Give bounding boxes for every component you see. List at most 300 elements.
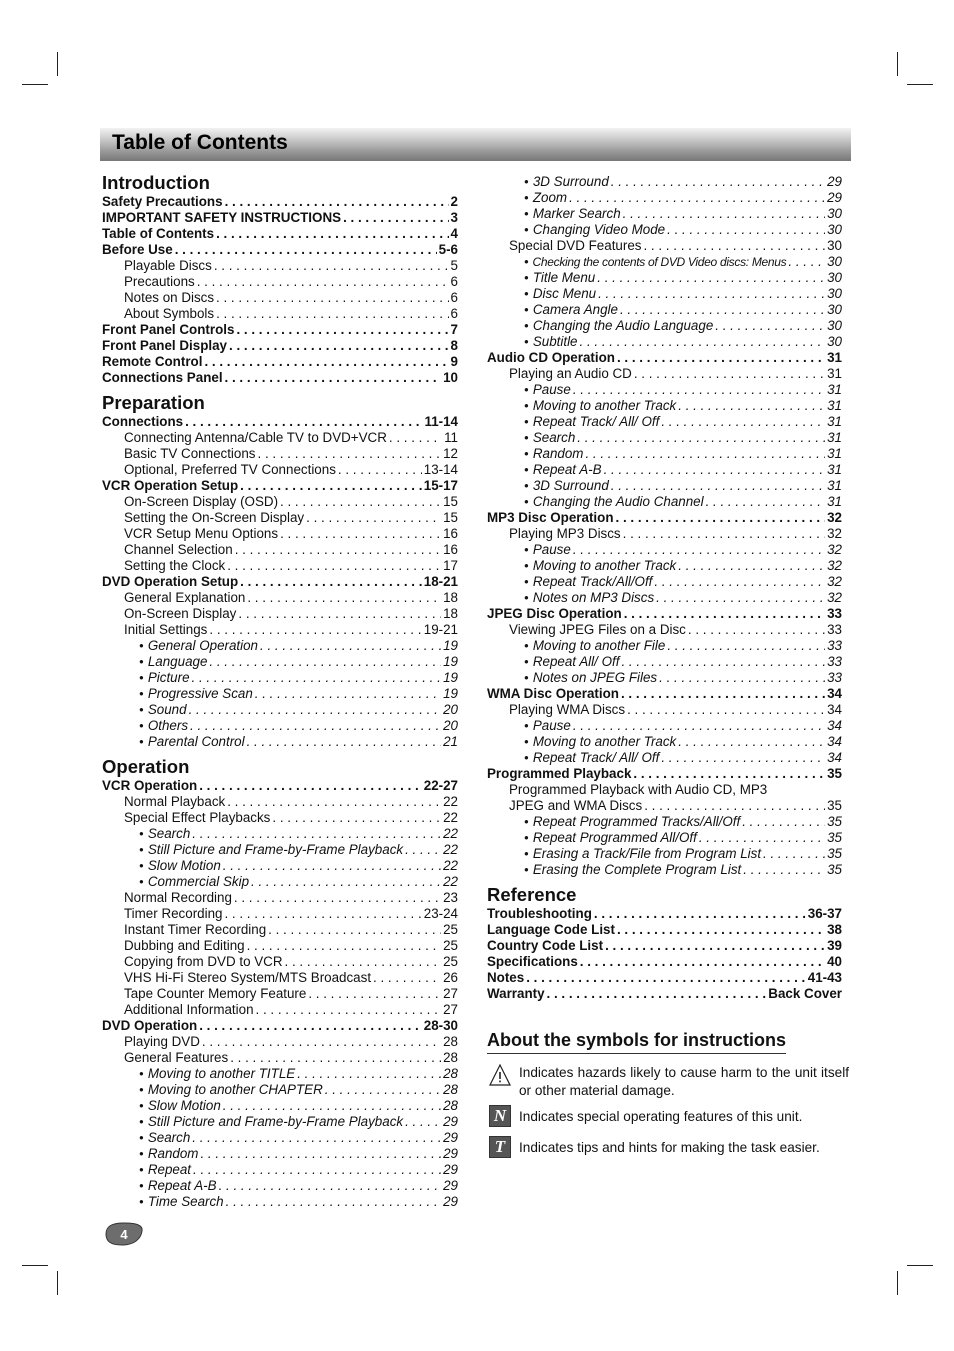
toc-entry-title: Language Code List: [487, 922, 615, 937]
dot-leader: [743, 862, 825, 878]
toc-entry: [102, 258, 458, 274]
toc-entry: [487, 286, 842, 302]
toc-entry-page: 30: [827, 334, 842, 349]
toc-entry: [102, 702, 458, 718]
toc-entry-page: 19-21: [423, 622, 458, 637]
dot-leader: [389, 430, 442, 446]
dot-leader: [343, 210, 448, 226]
toc-entry-title: ● 3D Surround: [524, 478, 609, 496]
toc-entry-page: 29: [443, 1130, 458, 1145]
dot-leader: [200, 1146, 441, 1162]
toc-entry: [102, 778, 458, 794]
toc-entry: [487, 670, 842, 686]
dot-leader: [192, 826, 441, 842]
toc-entry-page: 33: [827, 622, 842, 637]
toc-entry-page: 32: [827, 510, 842, 525]
toc-entry-page: 23: [443, 890, 458, 905]
toc-entry-title: ● Parental Control: [139, 734, 245, 752]
toc-entry-title: Playable Discs: [124, 258, 212, 273]
toc-entry: [487, 654, 842, 670]
toc-entry-page: 35: [827, 814, 842, 829]
toc-entry: [102, 1162, 458, 1178]
dot-leader: [643, 238, 825, 254]
toc-entry: [487, 526, 842, 542]
dot-leader: [199, 1018, 422, 1034]
toc-entry: [487, 238, 842, 254]
toc-entry-page: 33: [827, 670, 842, 685]
dot-leader: [280, 494, 441, 510]
dot-leader: [225, 194, 449, 210]
toc-entry: [102, 922, 458, 938]
dot-leader: [190, 718, 441, 734]
toc-entry-page: 31: [827, 494, 842, 509]
toc-entry-page: 32: [827, 574, 842, 589]
toc-entry: [102, 322, 458, 338]
toc-entry-page: 38: [827, 922, 842, 937]
toc-entry: [487, 254, 842, 270]
toc-entry-page: 26: [443, 970, 458, 985]
toc-entry-title: Notes on Discs: [124, 290, 215, 305]
toc-entry-title: General Features: [124, 1050, 229, 1065]
dot-leader: [678, 734, 825, 750]
dot-leader: [617, 922, 825, 938]
toc-entry-title: ● Moving to another Track: [524, 398, 676, 416]
warning-triangle-icon: [489, 1064, 511, 1086]
toc-entry-page: 19: [443, 638, 458, 653]
toc-entry: [487, 734, 842, 750]
toc-entry-title: Connections: [102, 414, 184, 429]
toc-entry-title: Country Code List: [487, 938, 604, 953]
toc-entry: [102, 414, 458, 430]
dot-leader: [230, 1050, 441, 1066]
toc-entry: [102, 718, 458, 734]
toc-entry-title: Basic TV Connections: [124, 446, 256, 461]
toc-entry-title: ● Search: [139, 1130, 190, 1148]
toc-entry-title: Warranty: [487, 986, 545, 1001]
toc-entry-page: 35: [827, 846, 842, 861]
section-heading: Introduction: [102, 172, 210, 193]
toc-entry-page: 27: [443, 986, 458, 1001]
toc-entry: [487, 922, 842, 938]
toc-entry-page: 28: [443, 1066, 458, 1081]
toc-entry: [102, 226, 458, 242]
toc-entry: [487, 478, 842, 494]
toc-entry-page: 30: [827, 302, 842, 317]
toc-entry-page: 33: [827, 638, 842, 653]
toc-entry-title: Precautions: [124, 274, 195, 289]
toc-entry: [102, 274, 458, 290]
toc-entry-title: ● Still Picture and Frame-by-Frame Playback: [139, 1114, 403, 1132]
toc-entry-title: VCR Operation: [102, 778, 198, 793]
page-badge-shape: [104, 1222, 144, 1246]
toc-entry: [487, 350, 842, 366]
dot-leader: [297, 1066, 441, 1082]
toc-entry-title: ● Moving to another File: [524, 638, 665, 656]
dot-leader: [280, 526, 441, 542]
toc-entry-page: 10: [443, 370, 458, 385]
toc-entry: [102, 1066, 458, 1082]
toc-entry-page: 3: [450, 210, 458, 225]
dot-leader: [656, 590, 825, 606]
toc-entry-title: Playing an Audio CD: [509, 366, 632, 381]
toc-entry-page: 34: [827, 686, 842, 701]
toc-entry: [487, 938, 842, 954]
dot-leader: [597, 270, 825, 286]
toc-entry-title: Troubleshooting: [487, 906, 592, 921]
dot-leader: [678, 398, 825, 414]
toc-entry: [102, 370, 458, 386]
toc-entry-page: 31: [827, 350, 842, 365]
toc-entry: [102, 670, 458, 686]
toc-entry-page: 32: [827, 542, 842, 557]
toc-entry-title: ● Erasing a Track/File from Program List: [524, 846, 761, 864]
section-heading: Reference: [487, 884, 577, 905]
toc-entry-page: 15: [443, 510, 458, 525]
toc-entry: [487, 606, 842, 622]
toc-entry-title: ● Subtitle: [524, 334, 578, 352]
toc-entry-title: ● Repeat Programmed All/Off: [524, 830, 697, 848]
dot-leader: [573, 542, 825, 558]
dot-leader: [209, 654, 441, 670]
toc-entry-title: Playing MP3 Discs: [509, 526, 621, 541]
toc-entry-page: 20: [443, 718, 458, 733]
toc-entry: [102, 970, 458, 986]
dot-leader: [235, 542, 441, 558]
symbol-row-note: [489, 1105, 849, 1127]
dot-leader: [240, 478, 422, 494]
dot-leader: [667, 638, 825, 654]
toc-entry-title: ● General Operation: [139, 638, 258, 656]
dot-leader: [547, 986, 767, 1002]
dot-leader: [620, 302, 825, 318]
dot-leader: [238, 606, 441, 622]
toc-entry-title: Before Use: [102, 242, 173, 257]
toc-entry-page: 29: [443, 1114, 458, 1129]
dot-leader: [585, 446, 825, 462]
toc-entry-page: 31: [827, 478, 842, 493]
dot-leader: [308, 986, 441, 1002]
toc-entry-page: 25: [443, 954, 458, 969]
toc-entry-title: ● Sound: [139, 702, 187, 720]
toc-entry: [487, 862, 842, 878]
toc-entry-page: 29: [443, 1194, 458, 1209]
dot-leader: [715, 318, 825, 334]
toc-entry-title: ● Repeat Programmed Tracks/All/Off: [524, 814, 740, 832]
toc-entry: [102, 194, 458, 210]
toc-entry-page: 23-24: [423, 906, 458, 921]
dot-leader: [580, 954, 825, 970]
toc-entry-title: ● Repeat: [139, 1162, 191, 1180]
toc-entry-title: On-Screen Display (OSD): [124, 494, 279, 509]
toc-entry-page: 19: [443, 670, 458, 685]
dot-leader: [223, 1098, 441, 1114]
dot-leader: [224, 906, 421, 922]
dot-leader: [189, 702, 442, 718]
toc-entry-title: ● Erasing the Complete Program List: [524, 862, 741, 880]
dot-leader: [234, 890, 441, 906]
toc-entry-page: 15: [443, 494, 458, 509]
toc-entry-title: ● Changing Video Mode: [524, 222, 665, 240]
toc-entry-title: ● Language: [139, 654, 207, 672]
toc-entry-title: Playing WMA Discs: [509, 702, 626, 717]
symbols-heading: About the symbols for instructions: [487, 1030, 786, 1054]
toc-entry-title: Programmed Playback: [487, 766, 632, 781]
toc-entry-page: 16: [443, 526, 458, 541]
toc-entry-title: Connecting Antenna/Cable TV to DVD+VCR: [124, 430, 387, 445]
toc-entry-title: ● Time Search: [139, 1194, 224, 1212]
toc-entry-title: ● Camera Angle: [524, 302, 618, 320]
toc-entry-title: Tape Counter Memory Feature: [124, 986, 307, 1001]
toc-entry-title: Table of Contents: [102, 226, 215, 241]
toc-entry-title: Front Panel Controls: [102, 322, 235, 337]
toc-entry-title: Setting the On-Screen Display: [124, 510, 305, 525]
toc-entry: [487, 318, 842, 334]
toc-entry-page: 29: [443, 1162, 458, 1177]
toc-entry: [102, 1098, 458, 1114]
dot-leader: [621, 654, 825, 670]
toc-entry-page: 6: [450, 274, 458, 289]
toc-entry-title: ● Picture: [139, 670, 190, 688]
toc-entry: [102, 210, 458, 226]
toc-entry-page: 19: [443, 686, 458, 701]
toc-entry-title: Viewing JPEG Files on a Disc: [509, 622, 686, 637]
toc-entry: [102, 1114, 458, 1130]
dot-leader: [644, 798, 825, 814]
dot-leader: [256, 1002, 442, 1018]
dot-leader: [667, 222, 825, 238]
toc-entry-title: ● Random: [524, 446, 583, 464]
toc-entry-page: 28: [443, 1050, 458, 1065]
dot-leader: [654, 574, 825, 590]
toc-entry: [487, 174, 842, 190]
toc-entry: [102, 654, 458, 670]
toc-entry-page: 34: [827, 702, 842, 717]
toc-entry-page: 19: [443, 654, 458, 669]
toc-entry-title: ● Pause: [524, 382, 571, 400]
crop-mark: [897, 52, 898, 76]
toc-entry-page: 31: [827, 382, 842, 397]
dot-leader: [247, 590, 441, 606]
tip-icon: T: [489, 1136, 511, 1158]
dot-leader: [634, 366, 825, 382]
toc-entry-page: 35: [827, 766, 842, 781]
dot-leader: [763, 846, 825, 862]
toc-entry-title: Additional Information: [124, 1002, 254, 1017]
toc-entry-page: 35: [827, 830, 842, 845]
toc-entry-page: 30: [827, 318, 842, 333]
toc-entry-title: DVD Operation Setup: [102, 574, 239, 589]
toc-entry-page: 6: [450, 306, 458, 321]
toc-entry-page: 4: [450, 226, 458, 241]
toc-entry-title: ● Slow Motion: [139, 858, 221, 876]
toc-entry-title: WMA Disc Operation: [487, 686, 619, 701]
toc-entry: [487, 366, 842, 382]
toc-entry-page: 30: [827, 270, 842, 285]
toc-entry-page: 6: [450, 290, 458, 305]
toc-entry-page: 2: [450, 194, 458, 209]
dot-leader: [580, 334, 826, 350]
dot-leader: [678, 558, 825, 574]
crop-mark: [22, 84, 48, 85]
crop-mark: [57, 1271, 58, 1295]
dot-leader: [338, 462, 422, 478]
toc-entry-title: Copying from DVD to VCR: [124, 954, 283, 969]
dot-leader: [617, 350, 825, 366]
dot-leader: [616, 510, 826, 526]
dot-leader: [247, 938, 441, 954]
dot-leader: [204, 354, 448, 370]
dot-leader: [175, 242, 437, 258]
toc-entry-title: ● Changing the Audio Channel: [524, 494, 704, 512]
note-icon: N: [489, 1105, 511, 1127]
toc-entry: [102, 842, 458, 858]
toc-entry-page: 39: [827, 938, 842, 953]
toc-column-right: [487, 174, 842, 1002]
toc-entry: [102, 338, 458, 354]
toc-entry-title: ● Disc Menu: [524, 286, 596, 304]
toc-entry-page: 30: [827, 222, 842, 237]
dot-leader: [247, 734, 441, 750]
dot-leader: [216, 306, 448, 322]
toc-entry: [487, 206, 842, 222]
toc-entry-page: 30: [827, 206, 842, 221]
toc-entry: [102, 606, 458, 622]
toc-entry-page: 30: [827, 254, 842, 269]
toc-entry-title: ● Notes on JPEG Files: [524, 670, 657, 688]
toc-entry-page: 32: [827, 590, 842, 605]
toc-entry-page: 32: [827, 526, 842, 541]
dot-leader: [598, 286, 825, 302]
toc-entry-page: 22: [443, 858, 458, 873]
toc-entry-title: DVD Operation: [102, 1018, 198, 1033]
crop-mark: [907, 1265, 933, 1266]
dot-leader: [611, 478, 825, 494]
toc-entry-page: 29: [827, 174, 842, 189]
toc-entry: [102, 1130, 458, 1146]
toc-entry-title: Timer Recording: [124, 906, 223, 921]
crop-mark: [907, 84, 933, 85]
toc-entry-page: 17: [443, 558, 458, 573]
toc-entry: [102, 874, 458, 890]
dot-leader: [192, 670, 442, 686]
toc-entry-page: 34: [827, 734, 842, 749]
toc-entry-title: ● Moving to another CHAPTER: [139, 1082, 323, 1100]
toc-entry-page: 28: [443, 1082, 458, 1097]
toc-entry: [487, 622, 842, 638]
toc-entry-page: 31: [827, 462, 842, 477]
dot-leader: [197, 274, 449, 290]
crop-mark: [57, 52, 58, 76]
dot-leader: [577, 430, 825, 446]
dot-leader: [193, 1162, 441, 1178]
dot-leader: [306, 510, 441, 526]
dot-leader: [594, 906, 806, 922]
toc-entry-title: Normal Playback: [124, 794, 226, 809]
toc-entry: [487, 906, 842, 922]
toc-entry: [102, 734, 458, 750]
page-title: Table of Contents: [112, 131, 288, 154]
toc-entry-title: ● Progressive Scan: [139, 686, 253, 704]
toc-entry: [102, 510, 458, 526]
toc-entry: [487, 558, 842, 574]
toc-entry: [102, 526, 458, 542]
toc-entry-title: ● Moving to another TITLE: [139, 1066, 295, 1084]
toc-entry-title: VHS Hi-Fi Stereo System/MTS Broadcast: [124, 970, 372, 985]
dot-leader: [788, 254, 825, 270]
toc-entry: [102, 430, 458, 446]
toc-entry-page: 13-14: [423, 462, 458, 477]
toc-entry: [487, 718, 842, 734]
dot-leader: [405, 842, 441, 858]
page-number-badge: [104, 1222, 142, 1244]
toc-entry: [102, 906, 458, 922]
toc-entry-title: JPEG Disc Operation: [487, 606, 622, 621]
toc-entry: [102, 462, 458, 478]
toc-entry: [102, 986, 458, 1002]
dot-leader: [251, 874, 441, 890]
toc-entry-title: Channel Selection: [124, 542, 233, 557]
toc-entry-title: ● Repeat Track/ All/ Off: [524, 750, 659, 768]
toc-entry-title: ● Search: [139, 826, 190, 844]
dot-leader: [569, 190, 825, 206]
toc-entry: [487, 590, 842, 606]
toc-entry: [487, 970, 842, 986]
toc-entry-page: 36-37: [807, 906, 842, 921]
toc-entry-title: Special Effect Playbacks: [124, 810, 271, 825]
toc-entry-title: ● Marker Search: [524, 206, 621, 224]
toc-entry-page: 22: [443, 874, 458, 889]
toc-entry-title: ● Title Menu: [524, 270, 595, 288]
symbol-row-tip: [489, 1136, 849, 1158]
toc-entry: [487, 766, 842, 782]
toc-entry-title: Optional, Preferred TV Connections: [124, 462, 336, 477]
toc-entry: [487, 270, 842, 286]
dot-leader: [223, 858, 441, 874]
toc-entry-page: 35: [827, 798, 842, 813]
toc-entry: [102, 1034, 458, 1050]
dot-leader: [706, 494, 826, 510]
toc-entry-page: 5-6: [438, 242, 458, 257]
toc-entry-page: 11-14: [424, 414, 458, 429]
toc-entry-title: ● Notes on MP3 Discs: [524, 590, 654, 608]
toc-entry: [102, 290, 458, 306]
toc-entry-title: ● Repeat A-B: [524, 462, 602, 480]
toc-entry-title: Playing DVD: [124, 1034, 200, 1049]
toc-entry-title: ● 3D Surround: [524, 174, 609, 192]
toc-entry: [487, 382, 842, 398]
toc-entry-page: 18: [443, 606, 458, 621]
toc-entry: [102, 826, 458, 842]
toc-entry: [102, 446, 458, 462]
dot-leader: [236, 322, 448, 338]
dot-leader: [742, 814, 825, 830]
toc-entry-title: Connections Panel: [102, 370, 223, 385]
toc-entry-title: ● Changing the Audio Language: [524, 318, 713, 336]
dot-leader: [185, 414, 422, 430]
toc-entry: [102, 590, 458, 606]
toc-entry-title: About Symbols: [124, 306, 215, 321]
toc-entry: [102, 1146, 458, 1162]
dot-leader: [611, 174, 825, 190]
dot-leader: [605, 938, 825, 954]
toc-entry: [487, 222, 842, 238]
dot-leader: [627, 702, 825, 718]
dot-leader: [621, 686, 825, 702]
toc-entry-title: ● Pause: [524, 542, 571, 560]
crop-mark: [897, 1271, 898, 1295]
toc-entry-title: MP3 Disc Operation: [487, 510, 614, 525]
toc-entry: [102, 638, 458, 654]
